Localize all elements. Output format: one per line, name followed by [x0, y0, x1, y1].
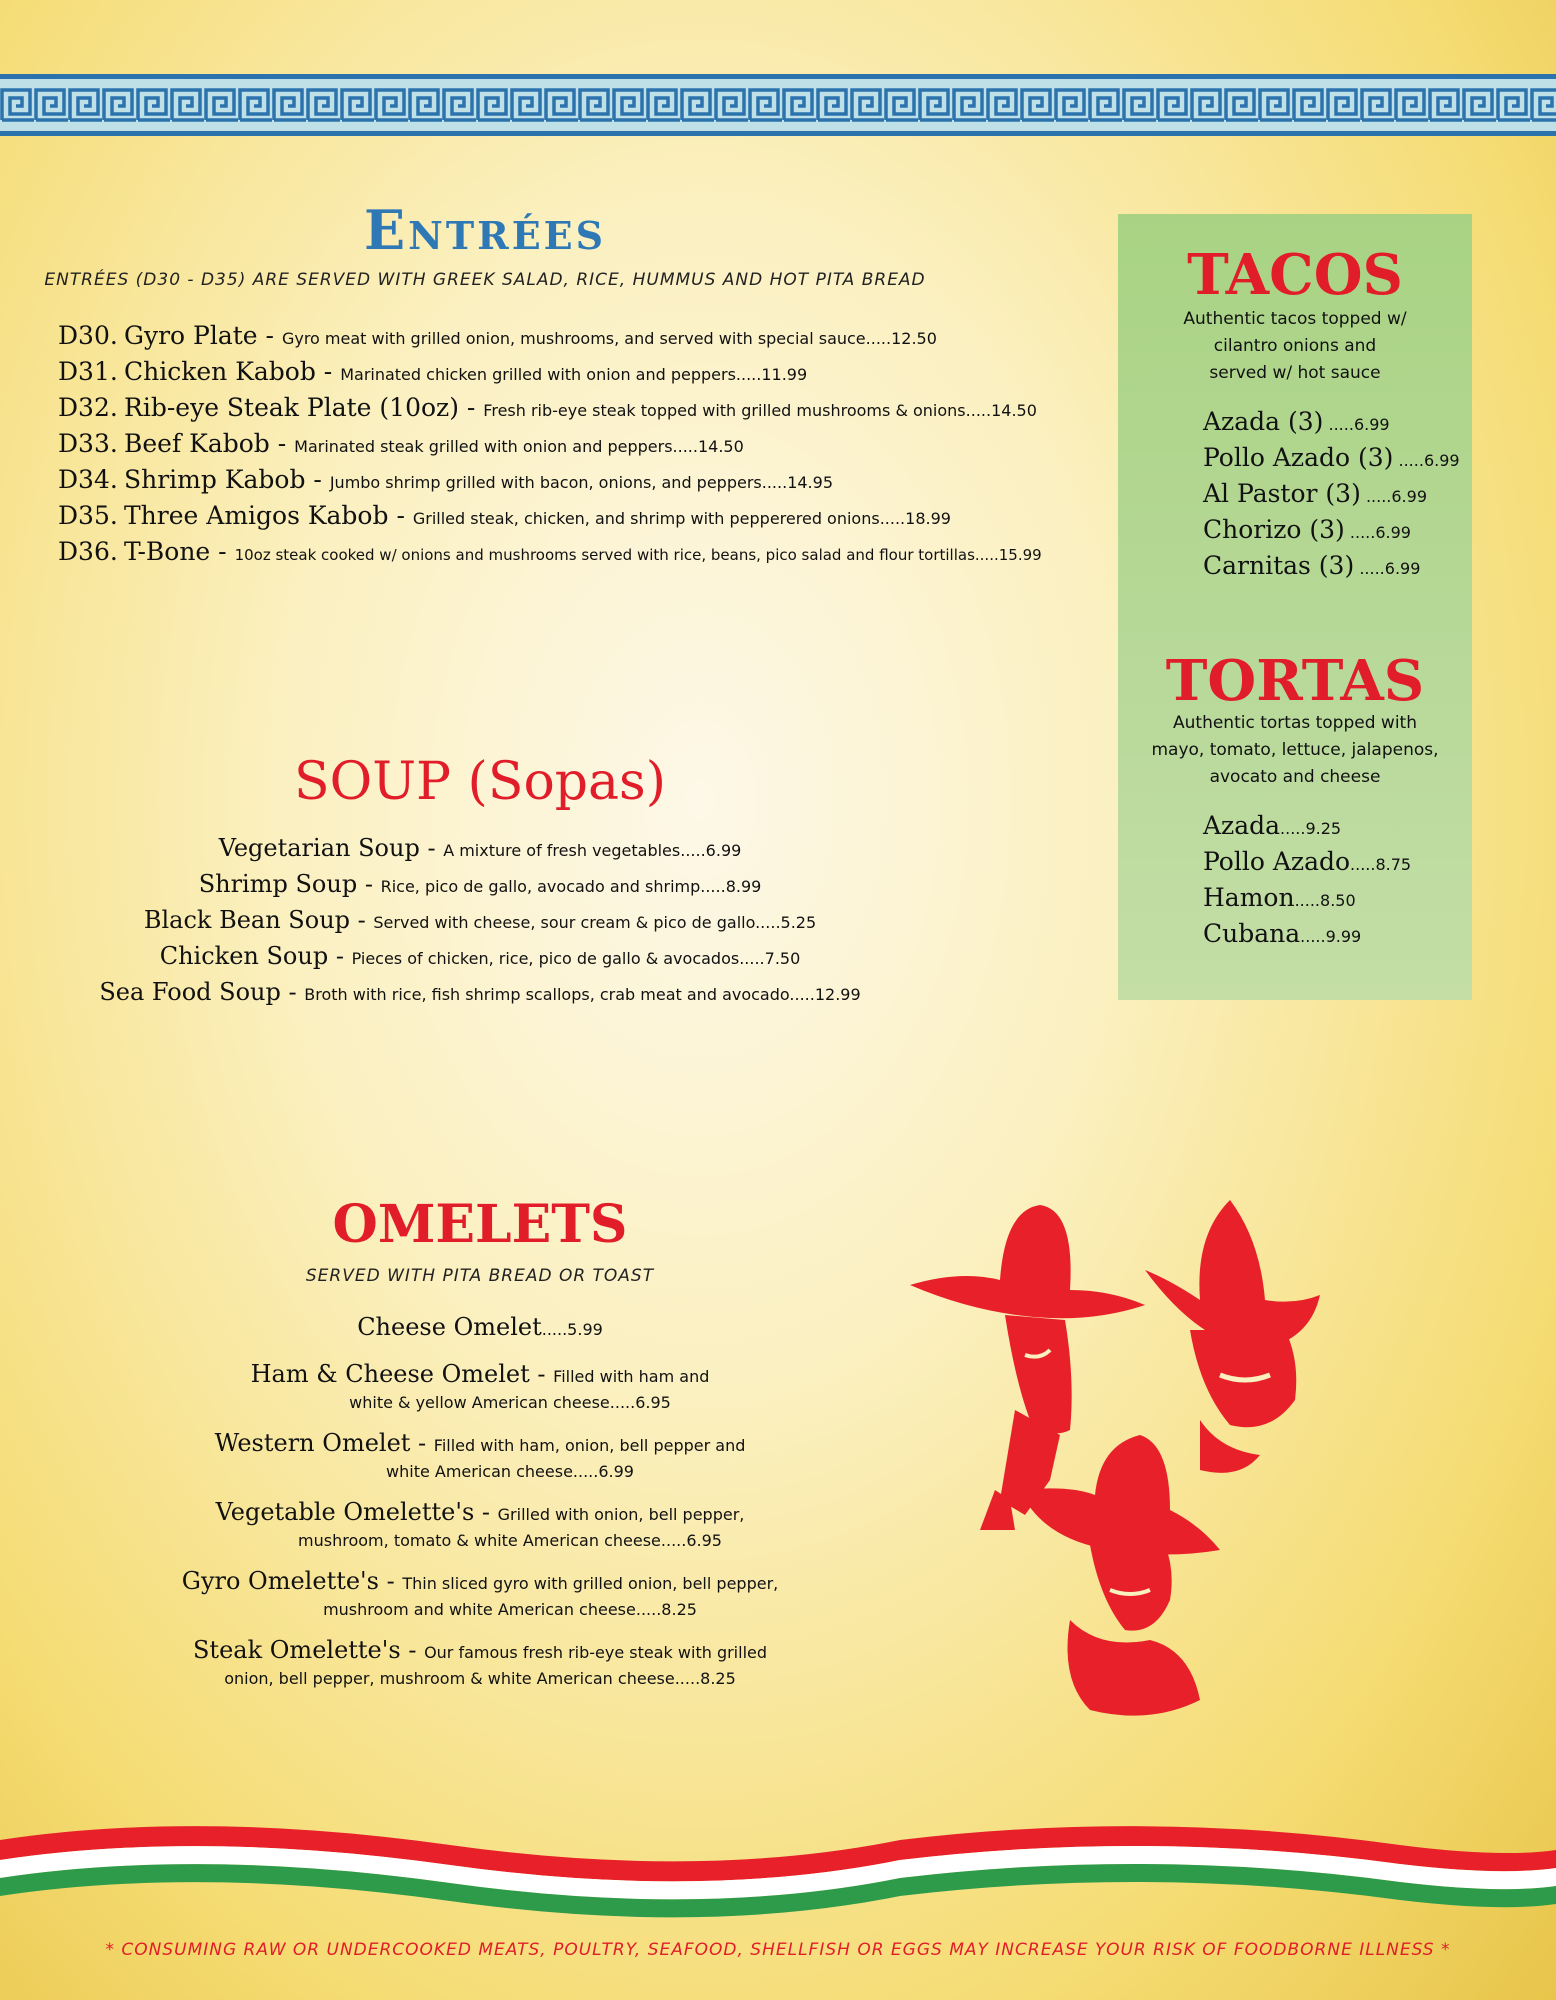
- item-price: 6.99: [1423, 451, 1460, 470]
- item-separator: -: [257, 321, 282, 350]
- item-separator: -: [410, 1429, 434, 1457]
- item-name: Shrimp Kabob: [124, 465, 306, 494]
- mariachis-illustration: [900, 1180, 1420, 1740]
- omelet-list: [160, 1312, 800, 1704]
- item-name: Ham & Cheese Omelet: [250, 1360, 530, 1388]
- item-code: D33.: [58, 429, 118, 458]
- item-price: 6.99: [1353, 415, 1390, 434]
- item-description: Filled with ham and: [553, 1367, 710, 1386]
- item-name: Cubana: [1203, 919, 1301, 948]
- item-description: Marinated steak grilled with onion and peppers: [294, 437, 673, 456]
- item-separator: -: [315, 357, 341, 386]
- item-description: A mixture of fresh vegetables: [443, 841, 681, 860]
- item-separator: -: [474, 1498, 498, 1526]
- greek-key-border: [0, 74, 1556, 136]
- item-name: Beef Kabob: [124, 429, 270, 458]
- item-dots: .....: [541, 1320, 568, 1339]
- item-description: Marinated chicken grilled with onion and peppers: [340, 365, 736, 384]
- item-description: Broth with rice, fish shrimp scallops, crab meat and avocado: [304, 985, 790, 1004]
- torta-item: [1203, 880, 1411, 916]
- food-safety-disclaimer: * CONSUMING RAW OR UNDERCOOKED MEATS, POULTRY, SEAFOOD, SHELLFISH OR EGGS MAY INCREASE YOUR RISK OF FOODBORNE ILLNESS *: [105, 1940, 1451, 1960]
- item-dots: .....: [755, 913, 781, 932]
- item-separator: -: [280, 978, 305, 1006]
- menu-item-d35: [58, 498, 1042, 534]
- item-price: 6.99: [1375, 523, 1411, 542]
- taco-item: [1203, 476, 1460, 512]
- item-dots: .....: [974, 546, 999, 564]
- item-name: Vegetarian Soup: [218, 834, 420, 862]
- item-description: Grilled steak, chicken, and shrimp with pepperered onions: [412, 509, 880, 528]
- item-code: D32.: [58, 393, 118, 422]
- item-dots: .....: [735, 365, 762, 384]
- item-price: 5.99: [567, 1320, 603, 1339]
- item-price: 8.50: [1320, 891, 1356, 910]
- item-separator: -: [269, 429, 295, 458]
- item-name: Azada: [1203, 811, 1281, 840]
- item-price: 18.99: [905, 509, 951, 528]
- item-dots: .....: [761, 473, 788, 492]
- tortas-description: [1138, 710, 1452, 791]
- item-dots: .....: [879, 509, 906, 528]
- item-name: Azada (3): [1203, 407, 1324, 436]
- menu-item-d32: [58, 390, 1042, 426]
- item-name: Pollo Azado: [1203, 847, 1351, 876]
- item-code: D36.: [58, 537, 118, 566]
- right-figure-collar: [1200, 1420, 1260, 1473]
- item-dots: .....: [672, 437, 698, 456]
- item-description: Gyro meat with grilled onion, mushrooms, and served with special sauce: [281, 329, 866, 348]
- item-dots: .....: [789, 985, 815, 1004]
- desc-line: cilantro onions and: [1213, 336, 1377, 356]
- item-dots: .....: [1349, 523, 1376, 542]
- item-separator: -: [400, 1636, 425, 1664]
- entrees-title: Entrées: [363, 198, 607, 262]
- item-name: Chorizo (3): [1203, 515, 1345, 544]
- torta-item: [1203, 844, 1411, 880]
- item-separator: -: [419, 834, 444, 862]
- desc-line: mayo, tomato, lettuce, jalapenos,: [1151, 740, 1439, 760]
- item-separator: -: [388, 501, 413, 530]
- item-dots: .....: [1359, 559, 1385, 578]
- item-price: 8.25: [700, 1669, 736, 1688]
- item-price: 5.25: [780, 913, 817, 932]
- item-name: Gyro Plate: [124, 321, 258, 350]
- item-description-cont: white & yellow American cheese: [349, 1393, 610, 1412]
- item-price: 15.99: [998, 546, 1042, 564]
- soup-item: [60, 902, 900, 938]
- greek-key-pattern: [0, 86, 1556, 124]
- item-name: Western Omelet: [214, 1429, 411, 1457]
- item-separator: -: [378, 1567, 403, 1595]
- item-price: 9.25: [1305, 819, 1342, 838]
- item-dots: .....: [1294, 891, 1321, 910]
- item-name: Steak Omelette's: [192, 1636, 401, 1664]
- menu-item-d30: [58, 318, 1042, 354]
- item-code: D31.: [58, 357, 118, 386]
- item-description: Thin sliced gyro with grilled onion, bell pepper,: [402, 1574, 779, 1593]
- item-description-cont: mushroom and white American cheese: [323, 1600, 636, 1619]
- item-description-cont: white American cheese: [386, 1462, 573, 1481]
- item-dots: .....: [1350, 855, 1376, 874]
- item-name: Three Amigos Kabob: [124, 501, 389, 530]
- item-description: Pieces of chicken, rice, pico de gallo & avocados: [351, 949, 740, 968]
- item-dots: .....: [680, 841, 706, 860]
- tacos-tortas-panel: [1118, 214, 1472, 1000]
- item-price: 6.99: [1391, 487, 1427, 506]
- item-dots: .....: [1398, 451, 1424, 470]
- taco-item: [1203, 404, 1460, 440]
- item-separator: -: [328, 942, 352, 970]
- item-price: 6.99: [1384, 559, 1421, 578]
- item-separator: -: [305, 465, 330, 494]
- item-code: D30.: [58, 321, 118, 350]
- item-name: Cheese Omelet: [357, 1313, 542, 1341]
- torta-item: [1203, 916, 1411, 952]
- item-description-cont: mushroom, tomato & white American cheese: [298, 1531, 661, 1550]
- item-price: 9.99: [1325, 927, 1362, 946]
- item-description-cont: onion, bell pepper, mushroom & white American cheese: [224, 1669, 675, 1688]
- soup-item: [60, 974, 900, 1010]
- desc-line: Authentic tacos topped w/: [1183, 309, 1407, 329]
- item-price: 11.99: [761, 365, 808, 384]
- item-dots: .....: [865, 329, 892, 348]
- omelets-subtitle: SERVED WITH PITA BREAD OR TOAST: [305, 1266, 655, 1286]
- item-dots: .....: [1280, 819, 1306, 838]
- item-dots: .....: [1365, 487, 1392, 506]
- omelets-title: OMELETS: [332, 1194, 628, 1255]
- item-name: Pollo Azado (3): [1203, 443, 1394, 472]
- item-price: 6.95: [686, 1531, 722, 1550]
- desc-line: Authentic tortas topped with: [1173, 713, 1417, 733]
- item-name: Al Pastor (3): [1203, 479, 1361, 508]
- item-name: Sea Food Soup: [99, 978, 281, 1006]
- item-price: 7.50: [764, 949, 801, 968]
- item-name: T-Bone: [124, 537, 211, 566]
- item-description: Our famous fresh rib-eye steak with grilled: [424, 1643, 768, 1662]
- item-name: Hamon: [1203, 883, 1295, 912]
- item-name: Rib-eye Steak Plate (10oz): [124, 393, 459, 422]
- soup-item: [60, 830, 900, 866]
- item-dots: .....: [635, 1600, 662, 1619]
- taco-item: [1203, 440, 1460, 476]
- item-price: 14.50: [697, 437, 744, 456]
- item-dots: .....: [1328, 415, 1354, 434]
- item-dots: .....: [609, 1393, 636, 1412]
- item-price: 14.50: [991, 401, 1037, 420]
- center-figure-face: [1090, 1545, 1172, 1631]
- item-name: Shrimp Soup: [198, 870, 358, 898]
- item-price: 6.95: [635, 1393, 671, 1412]
- item-name: Carnitas (3): [1203, 551, 1355, 580]
- soup-item: [60, 866, 900, 902]
- item-dots: .....: [965, 401, 992, 420]
- item-separator: -: [357, 870, 381, 898]
- item-separator: -: [529, 1360, 554, 1388]
- item-separator: -: [458, 393, 484, 422]
- item-description: Served with cheese, sour cream & pico de gallo: [373, 913, 756, 932]
- desc-line: avocato and cheese: [1209, 767, 1381, 787]
- item-price: 12.50: [891, 329, 937, 348]
- item-name: Gyro Omelette's: [181, 1567, 379, 1595]
- item-price: 6.99: [598, 1462, 634, 1481]
- torta-item: [1203, 808, 1411, 844]
- item-description: Grilled with onion, bell pepper,: [497, 1505, 745, 1524]
- omelet-item-vegetable: [160, 1497, 800, 1552]
- soup-item: [60, 938, 900, 974]
- item-description: Fresh rib-eye steak topped with grilled mushrooms & onions: [483, 401, 966, 420]
- desc-line: served w/ hot sauce: [1209, 363, 1381, 383]
- menu-item-d36: [58, 534, 1042, 570]
- omelet-item-ham-cheese: [160, 1359, 800, 1414]
- taco-item: [1203, 512, 1460, 548]
- item-dots: .....: [660, 1531, 687, 1550]
- center-figure-body: [1068, 1620, 1201, 1716]
- omelet-item-gyro: [160, 1566, 800, 1621]
- tacos-title: TACOS: [1187, 242, 1403, 308]
- item-code: D34.: [58, 465, 118, 494]
- item-dots: .....: [739, 949, 765, 968]
- item-dots: .....: [572, 1462, 599, 1481]
- item-separator: -: [210, 537, 235, 566]
- item-code: D35.: [58, 501, 118, 530]
- item-price: 12.99: [814, 985, 861, 1004]
- soup-list: [60, 830, 900, 1010]
- right-figure-hat: [1145, 1200, 1320, 1350]
- item-description: 10oz steak cooked w/ onions and mushrooms served with rice, beans, pico salad and flour tortillas: [234, 546, 975, 564]
- tortas-list: [1203, 808, 1411, 952]
- item-name: Chicken Soup: [159, 942, 329, 970]
- item-dots: .....: [700, 877, 726, 896]
- item-price: 6.99: [705, 841, 742, 860]
- menu-item-d33: [58, 426, 1042, 462]
- tacos-list: [1203, 404, 1460, 584]
- tortas-title: TORTAS: [1165, 648, 1425, 714]
- flag-wave-banner: [0, 1820, 1556, 1930]
- item-description: Filled with ham, onion, bell pepper and: [433, 1436, 746, 1455]
- tacos-description: [1138, 306, 1452, 387]
- item-name: Vegetable Omelette's: [215, 1498, 475, 1526]
- entrees-subtitle: ENTRÉES (D30 - D35) ARE SERVED WITH GREEK SALAD, RICE, HUMMUS AND HOT PITA BREAD: [44, 270, 926, 290]
- item-description: Jumbo shrimp grilled with bacon, onions, and peppers: [329, 473, 762, 492]
- item-price: 8.75: [1375, 855, 1412, 874]
- item-price: 8.25: [661, 1600, 697, 1619]
- omelet-item-steak: [160, 1635, 800, 1690]
- soup-title: SOUP (Sopas): [293, 752, 667, 812]
- item-separator: -: [350, 906, 374, 934]
- omelet-item-western: [160, 1428, 800, 1483]
- omelet-item-cheese: [160, 1312, 800, 1345]
- menu-item-d31: [58, 354, 1042, 390]
- taco-item: [1203, 548, 1460, 584]
- item-name: Chicken Kabob: [124, 357, 316, 386]
- item-description: Rice, pico de gallo, avocado and shrimp: [380, 877, 701, 896]
- entrees-list: [58, 318, 1042, 570]
- item-dots: .....: [1300, 927, 1326, 946]
- item-price: 8.99: [725, 877, 762, 896]
- item-price: 14.95: [787, 473, 833, 492]
- item-dots: .....: [674, 1669, 701, 1688]
- menu-item-d34: [58, 462, 1042, 498]
- item-name: Black Bean Soup: [143, 906, 351, 934]
- left-figure-hat: [910, 1205, 1145, 1318]
